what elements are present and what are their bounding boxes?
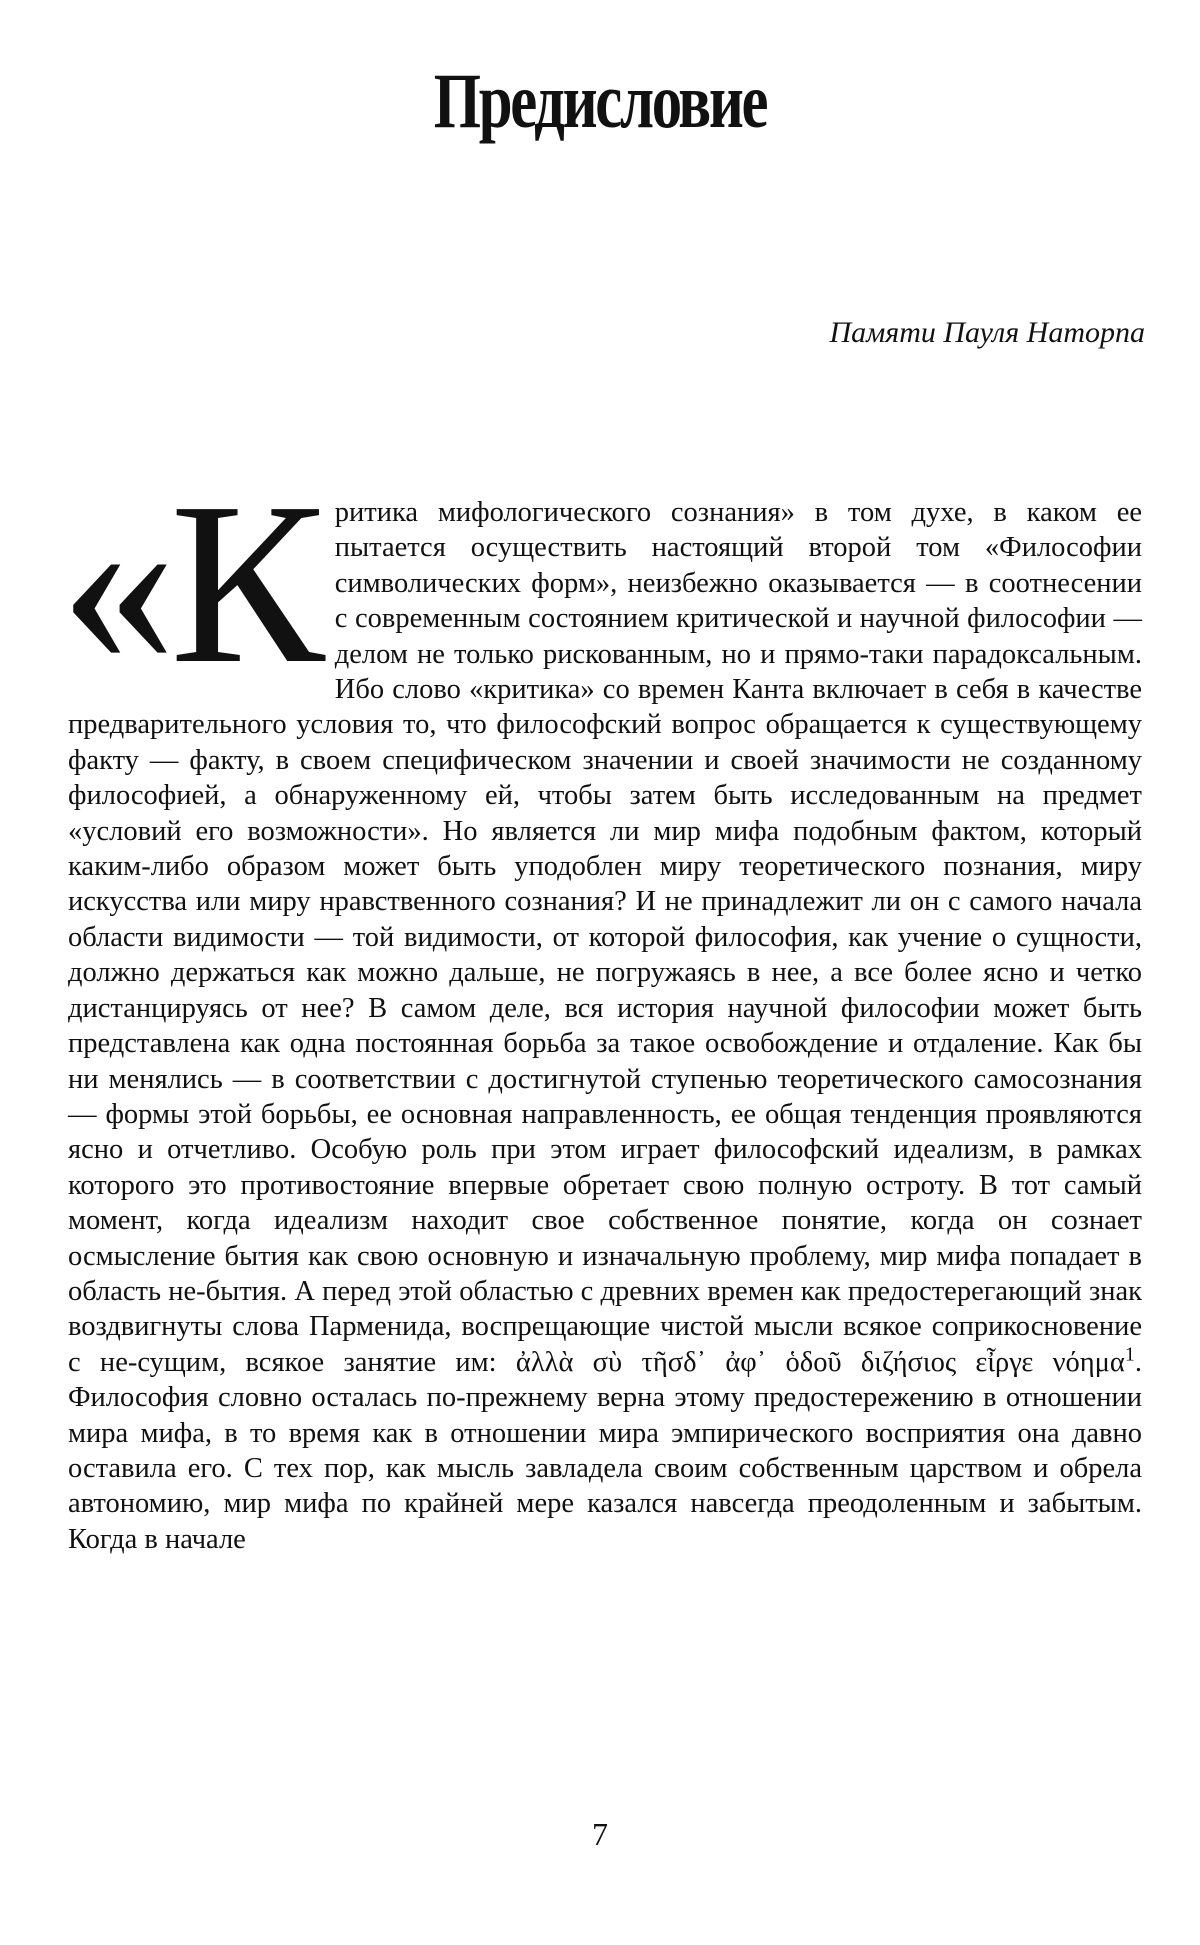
footnote-mark: 1: [1124, 1343, 1135, 1366]
body-text-continued: . Философия словно осталась по-прежнему верна этому предостережению в отношении мира мифа, в то время как в отношении мира эмпирического восприятия она давно оставила его. С тех пор, как мысль завладела своим собственным царством и обрела автономию, мир мифа по крайней мере казался навсегда преодоленным и забытым. Когда в начале: [68, 1346, 1142, 1555]
dedication: Памяти Пауля Наторпа: [829, 316, 1145, 349]
drop-cap: «К: [60, 455, 319, 712]
page-number: 7: [592, 1816, 608, 1852]
body-text: ритика мифологического сознания» в том духе, в каком ее пытается осуществить настоящий второй том «Философии символических форм», неизбежно оказывается — в соотнесении с современным состоянием критической и научной философии — делом не только рискованным, но и прямо-таки парадоксальным. Ибо слово «критика» со времен Канта включает в себя в качестве предварительного условия то, что философский вопрос обращается к существующему факту — факту, в своем специфическом значении и своей значимости не созданному философией, а обнаруженному ей, чтобы затем быть исследованным на предмет «условий его возможности». Но является ли мир мифа подобным фактом, который каким-либо образом может быть уподоблен миру теоретического познания, миру искусства или миру нравственного сознания? И не принадлежит ли он с самого начала области видимости — той видимости, от которой философия, как учение о сущности, должно держаться как можно дальше, не погружаясь в нее, а все более ясно и четко дистанцируясь от нее? В самом деле, вся история научной философии может быть представлена как одна постоянная борьба за такое освобождение и отдаление. Как бы ни менялись — в соответствии с достигнутой ступенью теоретического самосознания — формы этой борьбы, ее основная направленность, ее общая тенденция проявляются ясно и отчетливо. Особую роль при этом играет философский идеализм, в рамках которого это противостояние впервые обретает свою полную остроту. В тот самый момент, когда идеализм находит свое собственное понятие, когда он сознает осмысление бытия как свою основную и изначальную проблему, мир мифа попадает в область не-бытия. А перед этой областью с древних времен как предостерегающий знак воздвигнуты слова Парменида, воспрещающие чистой мысли всякое соприкосновение с не-сущим, всякое занятие им: ἀλλὰ σὺ τῆσδ᾽ ἀφ᾽ ὁδοῦ διζήσιος εἶργε νόημα: [68, 497, 1142, 1378]
page-title: Предисловие: [433, 57, 767, 144]
body-paragraph: [60, 455, 1142, 1557]
